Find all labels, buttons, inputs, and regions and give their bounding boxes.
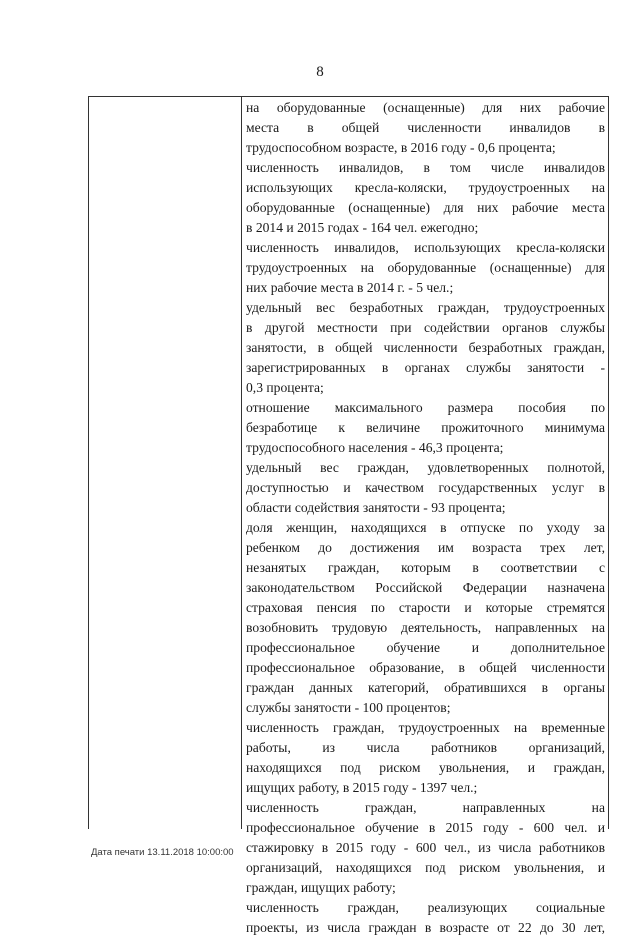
text-line: возобновить трудовую деятельность, направленных на <box>246 620 605 635</box>
text-line: доступностью и качеством государственных услуг в <box>246 480 605 495</box>
text-line: места в общей численности инвалидов в <box>246 120 605 135</box>
text-line: профессиональное обучение и дополнительное <box>246 640 605 655</box>
text-line: отношение максимального размера пособия по <box>246 400 605 415</box>
text-line: находящихся под риском увольнения, и граждан, <box>246 760 605 775</box>
text-line: безработице к величине прожиточного минимума <box>246 420 605 435</box>
text-line: проекты, из числа граждан в возрасте от 22 до 30 лет, <box>246 920 605 935</box>
text-line: области содействия занятости - 93 процента; <box>246 500 506 515</box>
text-line: удельный вес граждан, удовлетворенных полнотой, <box>246 460 605 475</box>
indicators-text-cell <box>246 98 605 938</box>
text-line: оборудованные (оснащенные) для них рабочие места <box>246 200 605 215</box>
text-line: численность граждан, трудоустроенных на временные <box>246 720 605 735</box>
text-line: численность граждан, направленных на <box>246 800 605 815</box>
text-line: ищущих работу, в 2015 году - 1397 чел.; <box>246 780 478 795</box>
text-line: работы, из числа работников организаций, <box>246 740 605 755</box>
text-line: численность граждан, реализующих социальные <box>246 900 605 915</box>
text-line: профессиональное обучение в 2015 году - 600 чел. и <box>246 820 605 835</box>
text-line: на оборудованные (оснащенные) для них рабочие <box>246 100 605 115</box>
text-line: использующих кресла-коляски, трудоустроенных на <box>246 180 605 195</box>
text-line: профессиональное образование, в общей численности <box>246 660 605 675</box>
text-line: занятости, в общей численности безработных граждан, <box>246 340 605 355</box>
text-line: удельный вес безработных граждан, трудоустроенных <box>246 300 605 315</box>
text-line: зарегистрированных в органах службы занятости - <box>246 360 605 375</box>
text-line: стажировку в 2015 году - 600 чел., из числа работников <box>246 840 605 855</box>
print-date-footer: Дата печати 13.11.2018 10:00:00 <box>91 847 234 858</box>
text-line: 0,3 процента; <box>246 380 324 395</box>
text-line: незанятых граждан, которым в соответствии с <box>246 560 605 575</box>
text-line: страховая пенсия по старости и которые стремятся <box>246 600 605 615</box>
text-line: законодательством Российской Федерации назначена <box>246 580 605 595</box>
text-line: трудоспособном возрасте, в 2016 году - 0,6 процента; <box>246 140 556 155</box>
text-line: в 2014 и 2015 годах - 164 чел. ежегодно; <box>246 220 479 235</box>
text-line: граждан, ищущих работу; <box>246 880 396 895</box>
text-line: численность инвалидов, использующих кресла-коляски <box>246 240 605 255</box>
text-line: ребенком до достижения им возраста трех лет, <box>246 540 605 555</box>
text-line: в другой местности при содействии органов службы <box>246 320 605 335</box>
text-line: службы занятости - 100 процентов; <box>246 700 451 715</box>
text-line: трудоустроенных на оборудованные (оснащенные) для <box>246 260 605 275</box>
text-line: граждан данных категорий, обратившихся в органы <box>246 680 605 695</box>
page-number: 8 <box>316 64 324 80</box>
text-line: организаций, находящихся под риском увольнения, и <box>246 860 605 875</box>
text-line: численность инвалидов, в том числе инвалидов <box>246 160 605 175</box>
text-line: доля женщин, находящихся в отпуске по уходу за <box>246 520 605 535</box>
text-line: них рабочие места в 2014 г. - 5 чел.; <box>246 280 454 295</box>
text-line: трудоспособного населения - 46,3 процента; <box>246 440 504 455</box>
column-divider <box>241 97 242 829</box>
